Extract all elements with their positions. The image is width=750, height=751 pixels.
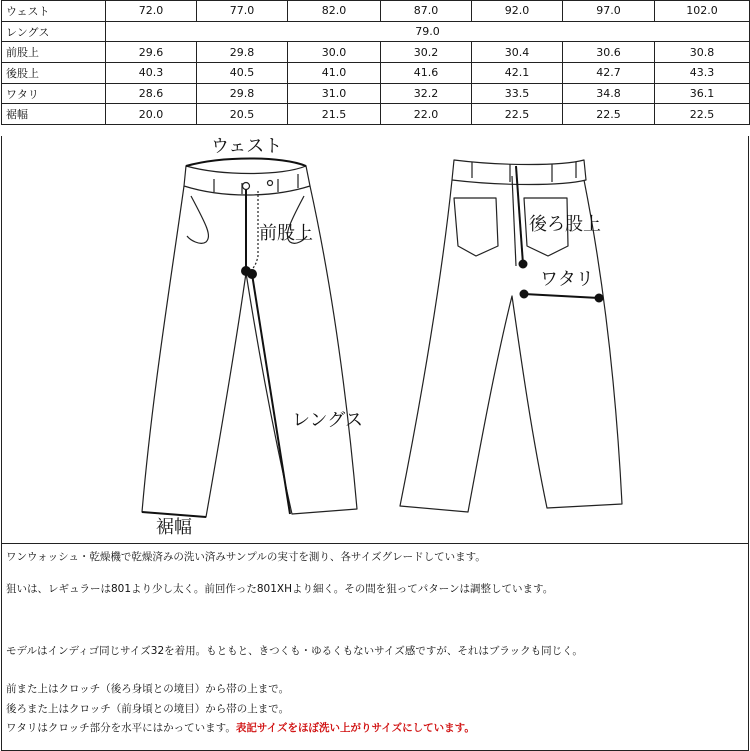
table-cell: 97.0 [563,1,655,22]
table-cell: 22.5 [472,104,563,125]
front-jeans-outline [142,166,357,517]
table-cell: 29.6 [106,42,197,63]
table-cell: 41.0 [288,63,381,84]
thigh-marker-left [521,291,528,298]
note-line: 前また上はクロッチ（後ろ身頃との境目）から帯の上まで。 [6,683,290,695]
table-row [2,1,750,22]
thigh-label: ワタリ [540,269,594,290]
table-cell: 40.5 [197,63,288,84]
size-chart-sheet [1,0,749,750]
table-cell: 42.7 [563,63,655,84]
jeans-illustration [2,136,748,543]
table-row [2,42,750,63]
back-jeans-outline [400,160,622,512]
row-label-thigh: ワタリ [2,83,106,104]
note-line-last [6,722,475,735]
length-label: レングス [292,410,364,431]
row-label-hem: 裾幅 [2,104,106,125]
note-highlight: 表記サイズをほぼ洗い上がりサイズにしています。 [235,722,475,734]
row-label-back-rise: 後股上 [2,63,106,84]
table-cell: 29.8 [197,83,288,104]
table-cell: 102.0 [655,1,750,22]
measurement-diagram [1,136,749,544]
waist-measure-line [186,159,306,167]
table-cell: 42.1 [472,63,563,84]
table-cell: 34.8 [563,83,655,104]
table-cell: 29.8 [197,42,288,63]
thigh-measure-line [524,294,599,298]
thigh-marker-right [596,295,603,302]
back-rise-marker [520,261,527,268]
note-line: 狙いは、レギュラーは801より少し太く。前回作った801XHより細く。その間を狙ってパターンは調整しています。 [6,583,554,595]
table-cell: 21.5 [288,104,381,125]
waist-label: ウェスト [211,136,283,157]
back-rise-measure-line [516,166,523,264]
note-text: ワタリはクロッチ部分を水平にはかっています。 [6,722,236,734]
back-rise-label: 後ろ股上 [529,214,601,235]
table-cell: 40.3 [106,63,197,84]
table-cell-merged: 79.0 [106,21,750,42]
row-label-length: レングス [2,21,106,42]
note-line: 後ろまた上はクロッチ（前身頃との境目）から帯の上まで。 [6,703,290,715]
table-cell: 30.4 [472,42,563,63]
table-row [2,63,750,84]
front-rise-label: 前股上 [259,223,313,244]
notes-section [1,543,749,751]
table-row [2,104,750,125]
table-cell: 30.0 [288,42,381,63]
hem-label: 裾幅 [156,517,192,538]
length-marker [248,270,256,278]
table-cell: 30.8 [655,42,750,63]
table-cell: 20.5 [197,104,288,125]
table-cell: 92.0 [472,1,563,22]
note-line: ワンウォッシュ・乾燥機で乾燥済みの洗い済みサンプルの実寸を測り、各サイズグレードしています。 [6,551,486,563]
table-cell: 72.0 [106,1,197,22]
table-cell: 41.6 [381,63,472,84]
table-row [2,21,750,42]
table-cell: 32.2 [381,83,472,104]
table-cell: 22.5 [655,104,750,125]
table-cell: 30.2 [381,42,472,63]
table-cell: 30.6 [563,42,655,63]
table-cell: 87.0 [381,1,472,22]
table-cell: 28.6 [106,83,197,104]
table-cell: 82.0 [288,1,381,22]
row-label-waist: ウェスト [2,1,106,22]
table-cell: 31.0 [288,83,381,104]
table-cell: 22.5 [563,104,655,125]
table-cell: 77.0 [197,1,288,22]
note-line: モデルはインディゴ同じサイズ32を着用。もともと、きつくも・ゆるくもないサイズ感ですが、それはブラックも同じく。 [6,645,583,657]
length-measure-line [252,274,290,514]
table-cell: 20.0 [106,104,197,125]
table-cell: 36.1 [655,83,750,104]
table-cell: 43.3 [655,63,750,84]
table-row [2,83,750,104]
row-label-front-rise: 前股上 [2,42,106,63]
table-cell: 22.0 [381,104,472,125]
size-table [1,0,750,125]
table-cell: 33.5 [472,83,563,104]
